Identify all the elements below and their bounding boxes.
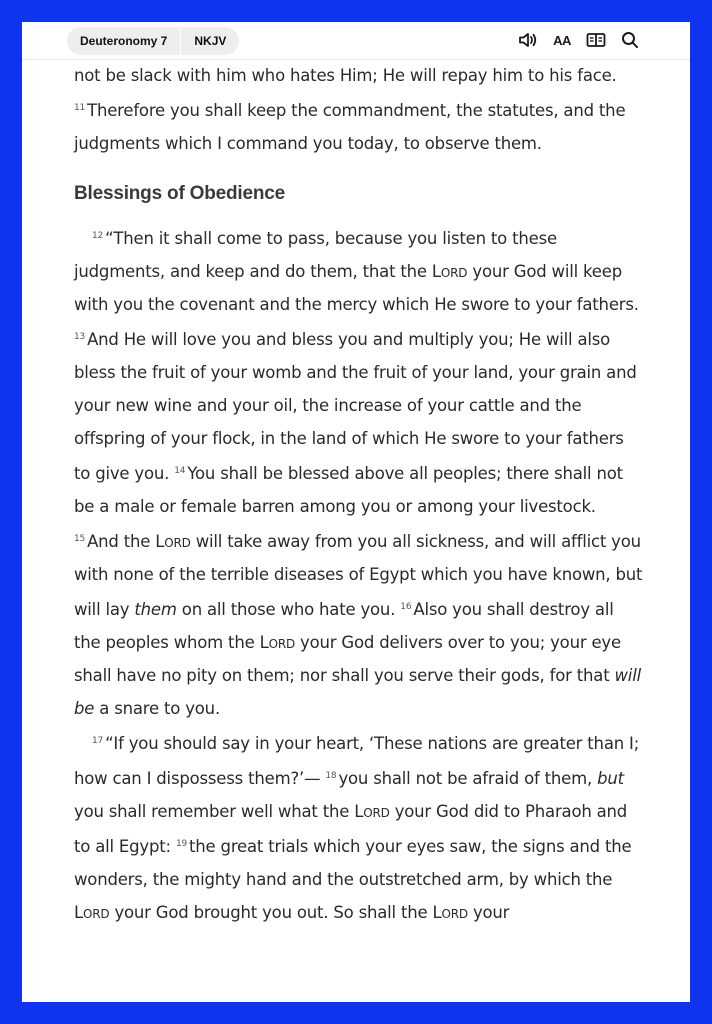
verse-text: “If you should say in your heart, ‘These nations are greater than I; how can I dispossess them?’— — [74, 734, 640, 788]
verse-number[interactable]: 17 — [92, 736, 104, 746]
reference-selector — [67, 27, 239, 55]
verse-text: you shall not be afraid of them, — [338, 769, 598, 788]
verse-text: your God brought you out. So shall the — [109, 903, 433, 922]
verse-text: you shall remember well what the — [74, 802, 355, 821]
italic-text: but — [597, 769, 624, 788]
verse-number[interactable]: 18 — [325, 771, 337, 781]
reader-header — [22, 22, 690, 60]
verse-number[interactable]: 11 — [74, 103, 86, 113]
lord-smallcaps: Lord — [354, 802, 390, 821]
toolbar-icons — [518, 30, 640, 50]
verse-text: not be slack with him who hates Him; He will repay him to his face. — [74, 66, 617, 85]
verse-text: your God will keep with you the covenant and the mercy which He swore to your fathers. — [74, 262, 639, 314]
verse-number[interactable]: 19 — [175, 839, 188, 849]
verse-text: your God did to Pharaoh and to all Egypt: — [74, 802, 628, 856]
verse-text: And the — [87, 532, 156, 551]
parallel-icon[interactable] — [586, 30, 606, 50]
verse-text: You shall be blessed above all peoples; there shall not be a male or female barren among you or among your livestock. — [74, 464, 623, 516]
verse-text: your God delivers over to you; your eye shall have no pity on them; nor shall you serve their gods, for that — [74, 633, 621, 685]
section-heading: Blessings of Obedience — [74, 183, 285, 204]
verse-text: your — [467, 903, 510, 922]
verse-text: on all those who hate you. — [176, 600, 396, 619]
book-chapter-button[interactable]: Deuteronomy 7 — [80, 34, 168, 48]
scripture-text — [74, 59, 644, 929]
audio-icon[interactable] — [518, 30, 538, 50]
lord-smallcaps: Lord — [431, 262, 468, 281]
verse-text: Therefore you shall keep the commandment, the statutes, and the judgments which I command you today, to observe them. — [74, 101, 626, 153]
italic-text: will be — [74, 666, 641, 718]
lord-smallcaps: Lord — [74, 903, 110, 922]
paragraph-continuation — [74, 59, 644, 160]
lord-smallcaps: Lord — [155, 532, 191, 551]
lord-smallcaps: Lord — [259, 633, 296, 652]
verse-number[interactable]: 15 — [74, 534, 86, 544]
search-icon[interactable] — [620, 30, 640, 50]
verse-text: will take away from you all sickness, and will afflict you with none of the terrible diseases of Egypt which you have known, but will lay — [74, 532, 643, 619]
paragraph — [74, 725, 644, 929]
verse-text: a snare to you. — [94, 699, 220, 718]
verse-number[interactable]: 16 — [400, 602, 412, 612]
lord-smallcaps: Lord — [432, 903, 468, 922]
verse-number[interactable]: 13 — [74, 332, 86, 342]
verse-text: the great trials which your eyes saw, the signs and the wonders, the mighty hand and the outstretched arm, by which the — [74, 837, 632, 889]
verse-text: “Then it shall come to pass, because you listen to these judgments, and keep and do them, that the — [74, 229, 557, 281]
verse-text: And He will love you and bless you and multiply you; He will also bless the fruit of your womb and the fruit of your land, your grain and your new wine and your oil, the increase of your cattle and the offspring of your flock, in the land of which He swore to your fathers to give you. — [74, 330, 637, 483]
verse-text: Also you shall destroy all the peoples whom the — [74, 600, 614, 652]
reader-window — [22, 22, 690, 1002]
text-size-icon[interactable]: AA — [553, 32, 571, 48]
version-button[interactable]: NKJV — [194, 34, 227, 48]
italic-text: them — [134, 600, 177, 619]
verse-number[interactable]: 12 — [92, 231, 104, 241]
verse-number[interactable]: 14 — [174, 466, 186, 476]
paragraph — [74, 220, 644, 725]
